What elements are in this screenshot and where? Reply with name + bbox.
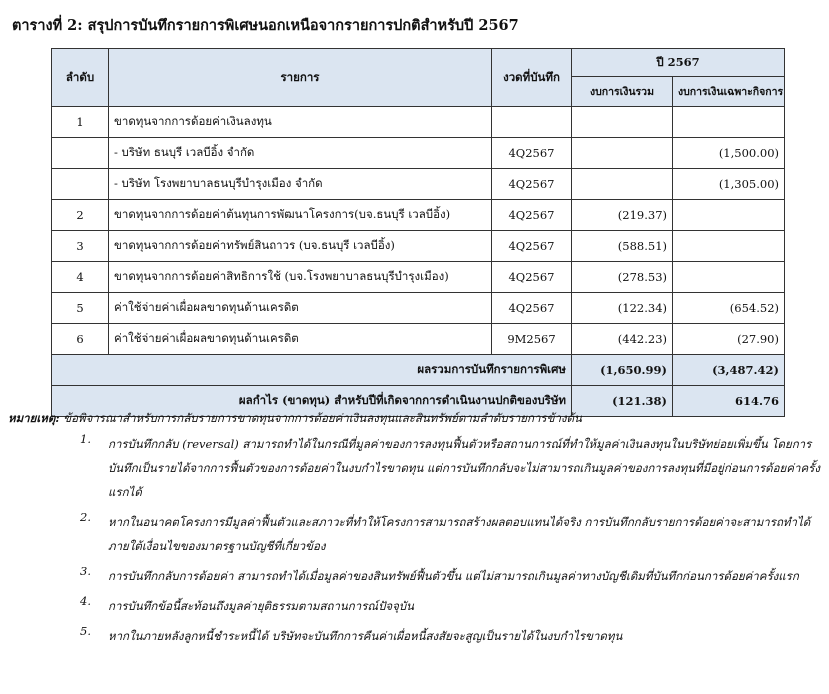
- row-consolidated: (278.53): [572, 262, 673, 293]
- note-item: [8, 624, 820, 648]
- header-period: งวดที่บันทึก: [492, 49, 572, 107]
- total-special-separate: (3,487.42): [673, 355, 785, 386]
- row-period: 4Q2567: [492, 231, 572, 262]
- row-item: ขาดทุนจากการด้อยค่าต้นทุนการพัฒนาโครงการ(บจ.ธนบุรี เวลบีอิ้ง): [109, 200, 492, 231]
- row-item: - บริษัท โรงพยาบาลธนบุรีบำรุงเมือง จำกัด: [109, 169, 492, 200]
- total-normal-separate: 614.76: [673, 386, 785, 417]
- special-items-table: [51, 48, 785, 417]
- row-period: 4Q2567: [492, 293, 572, 324]
- table-row: [52, 231, 785, 262]
- total-special-row: [52, 355, 785, 386]
- total-normal-label: ผลกำไร (ขาดทุน) สำหรับปีที่เกิดจากการดำเนินงานปกติของบริษัท: [52, 386, 572, 417]
- row-period: 4Q2567: [492, 200, 572, 231]
- header-row: [52, 49, 785, 77]
- row-separate: (654.52): [673, 293, 785, 324]
- row-number: 1: [52, 107, 109, 138]
- row-number: 2: [52, 200, 109, 231]
- note-number: 5.: [80, 624, 91, 638]
- row-number: 6: [52, 324, 109, 355]
- note-number: 4.: [80, 594, 91, 608]
- notes-label: หมายเหตุ:: [8, 411, 60, 425]
- note-text: หากในภายหลังลูกหนี้ชำระหนี้ได้ บริษัทจะบันทึกการคืนค่าเผื่อหนี้สงสัยจะสูญเป็นรายได้ในงบกำไรขาดทุน: [108, 629, 623, 643]
- row-separate: [673, 231, 785, 262]
- note-number: 1.: [80, 432, 91, 446]
- table-row: [52, 138, 785, 169]
- row-item: ขาดทุนจากการด้อยค่าทรัพย์สินถาวร (บจ.ธนบุรี เวลบีอิ้ง): [109, 231, 492, 262]
- header-order: ลำดับ: [52, 49, 109, 107]
- row-period: 4Q2567: [492, 169, 572, 200]
- row-consolidated: (442.23): [572, 324, 673, 355]
- header-consolidated: งบการเงินรวม: [572, 77, 673, 107]
- total-special-label: ผลรวมการบันทึกรายการพิเศษ: [52, 355, 572, 386]
- header-item: รายการ: [109, 49, 492, 107]
- row-item: ค่าใช้จ่ายค่าเผื่อผลขาดทุนด้านเครดิต: [109, 293, 492, 324]
- notes-header: [8, 410, 820, 428]
- note-item: [8, 432, 820, 504]
- row-consolidated: [572, 138, 673, 169]
- table-row: [52, 107, 785, 138]
- row-separate: [673, 200, 785, 231]
- row-separate: [673, 107, 785, 138]
- header-year: ปี 2567: [572, 49, 785, 77]
- row-number: [52, 138, 109, 169]
- row-number: [52, 169, 109, 200]
- row-number: 5: [52, 293, 109, 324]
- note-text: การบันทึกกลับ (reversal) สามารถทำได้ในกรณีที่มูลค่าของการลงทุนฟื้นตัวหรือสถานการณ์ที่ทำให้มูลค่าเงินลงทุนในบริษัทย่อยเพิ่มขึ้น โดยการบันทึกเป็นรายได้จากการฟื้นตัวของการด้อยค่าในงบกำไรขาดทุน แต่การบันทึกกลับจะไม่สามารถเกินมูลค่าของการลงทุนที่มีอยู่ก่อนการด้อยค่าครั้งแรกได้: [108, 437, 820, 499]
- header-separate: งบการเงินเฉพาะกิจการ: [673, 77, 785, 107]
- row-item: ขาดทุนจากการด้อยค่าสิทธิการใช้ (บจ.โรงพยาบาลธนบุรีบำรุงเมือง): [109, 262, 492, 293]
- table-row: [52, 293, 785, 324]
- row-separate: (27.90): [673, 324, 785, 355]
- table-title: ตารางที่ 2: สรุปการบันทึกรายการพิเศษนอกเหนือจากรายการปกติสำหรับปี 2567: [12, 17, 519, 34]
- note-text: หากในอนาคตโครงการมีมูลค่าฟื้นตัวและสภาวะที่ทำให้โครงการสามารถสร้างผลตอบแทนได้จริง การบันทึกกลับรายการด้อยค่าจะสามารถทำได้ภายใต้เงื่อนไขของมาตรฐานบัญชีที่เกี่ยวข้อง: [108, 515, 811, 553]
- notes-section: [8, 410, 820, 648]
- total-special-consolidated: (1,650.99): [572, 355, 673, 386]
- note-item: [8, 564, 820, 588]
- row-period: 4Q2567: [492, 138, 572, 169]
- table-row: [52, 169, 785, 200]
- note-item: [8, 594, 820, 618]
- row-separate: (1,305.00): [673, 169, 785, 200]
- note-number: 2.: [80, 510, 91, 524]
- notes-list: [8, 432, 820, 648]
- note-number: 3.: [80, 564, 91, 578]
- row-separate: (1,500.00): [673, 138, 785, 169]
- row-consolidated: (219.37): [572, 200, 673, 231]
- row-period: 9M2567: [492, 324, 572, 355]
- row-number: 4: [52, 262, 109, 293]
- row-consolidated: [572, 107, 673, 138]
- notes-intro: ข้อพิจารณาสำหรับการกลับรายการขาดทุนจากการด้อยค่าเงินลงทุนและสินทรัพย์ตามลำดับรายการข้างต้น: [63, 411, 582, 425]
- table-row: [52, 262, 785, 293]
- row-period: 4Q2567: [492, 262, 572, 293]
- row-separate: [673, 262, 785, 293]
- note-text: การบันทึกกลับการด้อยค่า สามารถทำได้เมื่อมูลค่าของสินทรัพย์ฟื้นตัวขึ้น แต่ไม่สามารถเกินมูลค่าทางบัญชีเดิมที่บันทึกก่อนการด้อยค่าครั้งแรก: [108, 569, 799, 583]
- row-consolidated: (122.34): [572, 293, 673, 324]
- row-item: ค่าใช้จ่ายค่าเผื่อผลขาดทุนด้านเครดิต: [109, 324, 492, 355]
- row-consolidated: (588.51): [572, 231, 673, 262]
- note-item: [8, 510, 820, 558]
- row-period: [492, 107, 572, 138]
- row-number: 3: [52, 231, 109, 262]
- row-item: ขาดทุนจากการด้อยค่าเงินลงทุน: [109, 107, 492, 138]
- table-row: [52, 324, 785, 355]
- total-normal-consolidated: (121.38): [572, 386, 673, 417]
- row-item: - บริษัท ธนบุรี เวลบีอิ้ง จำกัด: [109, 138, 492, 169]
- note-text: การบันทึกข้อนี้สะท้อนถึงมูลค่ายุติธรรมตามสถานการณ์ปัจจุบัน: [108, 599, 415, 613]
- row-consolidated: [572, 169, 673, 200]
- table-row: [52, 200, 785, 231]
